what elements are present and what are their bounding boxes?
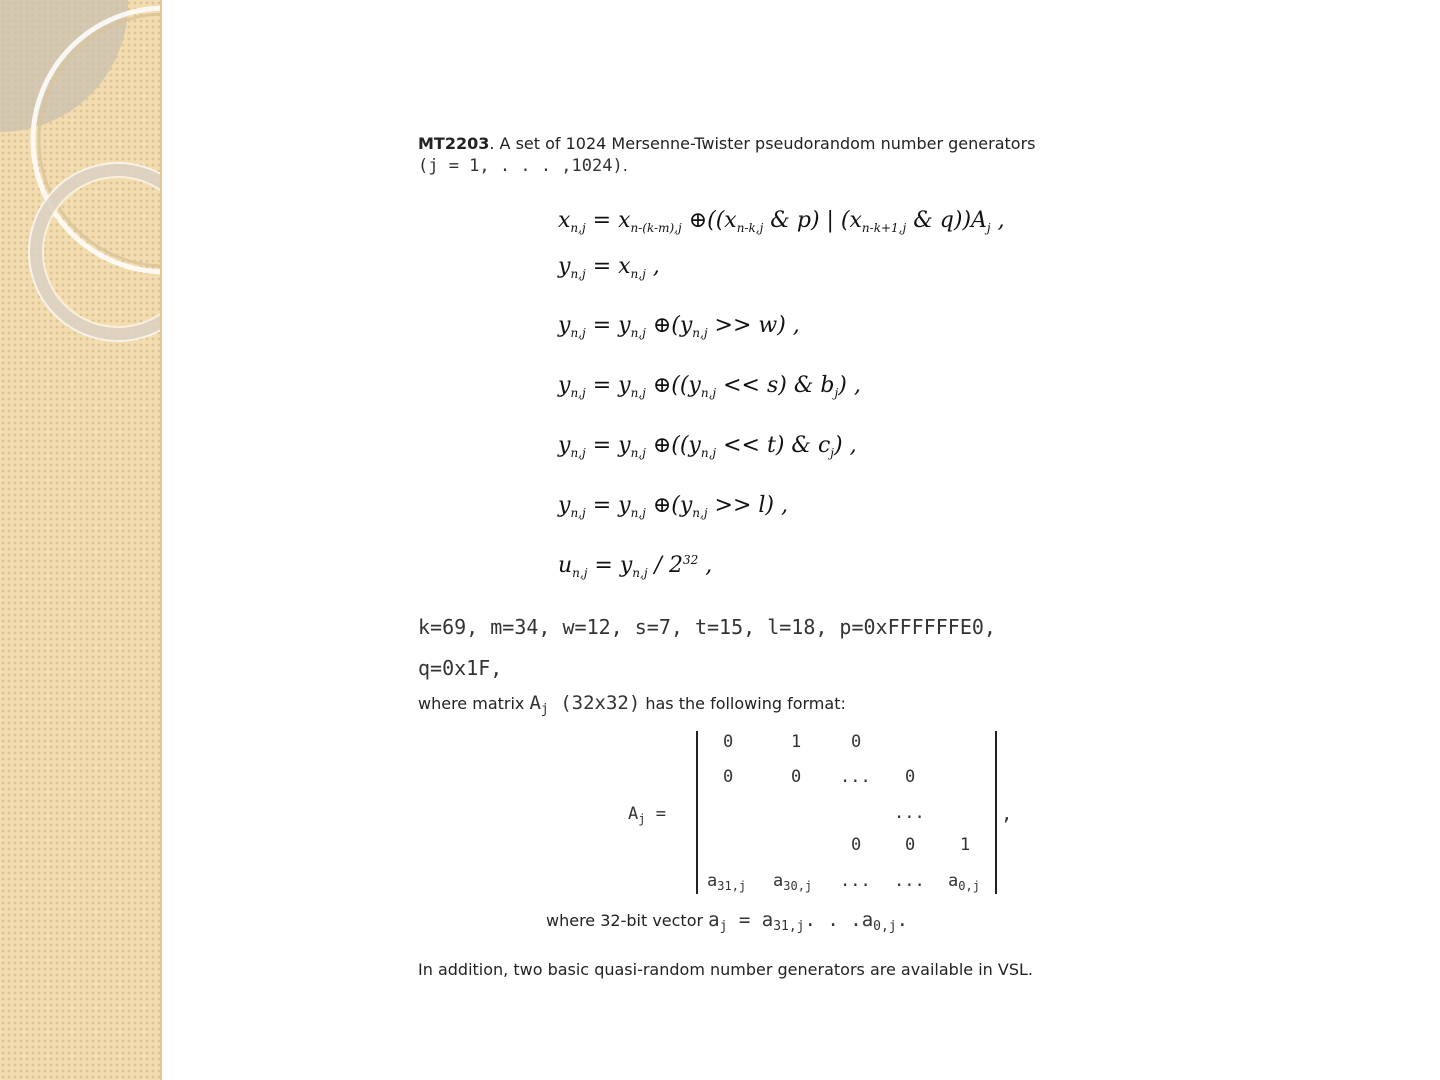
equation-1: $x_{n,j} = x_{n-(k-m),j}$ $\oplus((x_{n-k,j}$ & p) | ($x_{n-k+1,j}$ & $q))A_j$ ,	[558, 208, 1005, 235]
equation-5: $y_{n,j} = y_{n,j}$ $\oplus((y_{n,j} << t)$ & $c_j$) ,	[558, 433, 857, 460]
equation-3: $y_{n,j} = y_{n,j}$ $\oplus(y_{n,j} >> w)$ ,	[558, 313, 800, 340]
vector-line: where 32-bit vector $a_j = a_{31,j}$. . $.a_{0,j}$.	[546, 909, 909, 935]
matrix-right-bracket	[995, 731, 997, 894]
decorative-rings	[0, 0, 160, 1080]
matrix-r3-dots: ...	[894, 803, 925, 823]
equation-2: $y_{n,j} = x_{n,j}$ ,	[558, 254, 660, 281]
equation-6: $y_{n,j} = y_{n,j}$ $\oplus(y_{n,j} >> l)$ ,	[558, 493, 789, 520]
matrix-r1c1: 0	[723, 732, 734, 752]
matrix-r2c3: ...	[840, 767, 871, 787]
equation-4: $y_{n,j} = y_{n,j}$ $\oplus((y_{n,j} << s)$ & $b_j$) ,	[558, 373, 861, 400]
decorative-sidebar	[0, 0, 162, 1080]
matrix-r5c5: $a_{0,j}$	[948, 871, 980, 893]
matrix-r5c3: ...	[840, 871, 871, 891]
matrix-intro: where matrix $A_j$ (32x32) has the following format:	[418, 692, 846, 718]
matrix-r5c4: ...	[894, 871, 925, 891]
matrix-r1c2: 1	[791, 732, 802, 752]
matrix-r4c2: 0	[905, 835, 916, 855]
matrix-left-bracket	[696, 731, 698, 894]
intro-text: . A set of 1024 Mersenne-Twister pseudorandom number generators	[489, 134, 1036, 153]
params-line-1: k=69, m=34, w=12, s=7, t=15, l=18, p=0xFFFFFFE0,	[418, 615, 996, 639]
matrix-r2c1: 0	[723, 767, 734, 787]
matrix-lhs: $A_j$ =	[628, 804, 666, 826]
footer-text: In addition, two basic quasi-random number generators are available in VSL.	[418, 960, 1033, 979]
generator-name: MT2203	[418, 134, 490, 153]
matrix-r4c1: 0	[851, 835, 862, 855]
matrix-r1c3: 0	[851, 732, 862, 752]
matrix-r2c4: 0	[905, 767, 916, 787]
intro-range: (j = 1, . . . ,1024)	[418, 156, 623, 176]
matrix-r5c2: $a_{30,j}$	[773, 871, 813, 893]
matrix-r5c1: $a_{31,j}$	[707, 871, 747, 893]
params-line-2: q=0x1F,	[418, 656, 503, 680]
matrix-r2c2: 0	[791, 767, 802, 787]
equation-7: $u_{n,j} = y_{n,j} / 2^{32}$ ,	[558, 553, 713, 580]
intro-range-line	[418, 156, 628, 176]
matrix-r4c3: 1	[960, 835, 971, 855]
matrix-trailing-comma: ,	[1001, 803, 1013, 825]
intro-range-end: .	[622, 156, 628, 175]
intro-line	[418, 134, 1035, 153]
